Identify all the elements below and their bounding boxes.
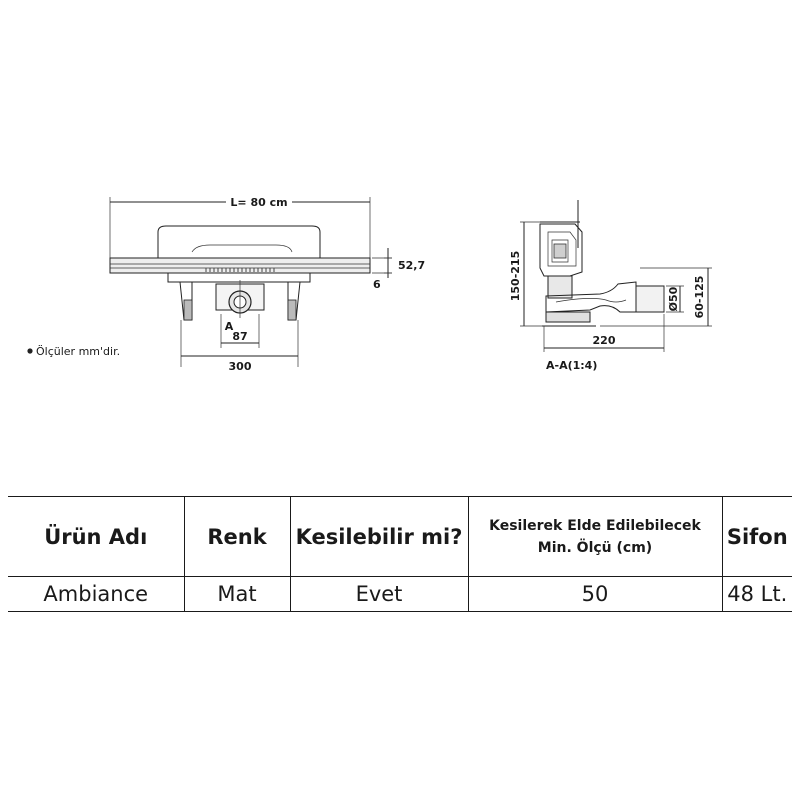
cell-cuttable: Evet — [290, 577, 468, 612]
cell-color: Mat — [184, 577, 290, 612]
front-view — [110, 195, 425, 373]
cell-min-size: 50 — [468, 577, 722, 612]
table-header-row — [8, 497, 792, 577]
cell-product-name: Ambiance — [8, 577, 184, 612]
width-87-label: 87 — [232, 330, 248, 343]
height-150-215-label: 150-215 — [509, 250, 522, 302]
width-300-label: 300 — [228, 360, 252, 373]
product-spec-table — [8, 496, 792, 612]
header-min-size-line1: Kesilerek Elde Edilebilecek — [489, 517, 701, 534]
section-marker: A — [224, 320, 234, 333]
table-row — [8, 577, 792, 612]
header-color: Renk — [184, 497, 290, 577]
section-title: A-A(1:4) — [546, 359, 598, 372]
header-min-size-line2: Min. Ölçü (cm) — [537, 539, 653, 556]
header-siphon: Sifon — [722, 497, 792, 577]
header-min-size — [468, 497, 722, 577]
height-52-label: 52,7 — [398, 259, 426, 272]
width-220-label: 220 — [592, 334, 616, 347]
height-60-125-label: 60-125 — [693, 275, 706, 319]
header-product-name: Ürün Adı — [8, 497, 184, 577]
units-note: Ölçüler mm'dir. — [36, 345, 121, 358]
bullet-icon — [27, 348, 32, 353]
cell-siphon: 48 Lt. — [722, 577, 792, 612]
height-6-label: 6 — [373, 278, 381, 291]
section-view — [509, 200, 712, 372]
header-cuttable: Kesilebilir mi? — [290, 497, 468, 577]
pipe-diameter-label: Ø50 — [667, 286, 680, 312]
length-dimension-label: L= 80 cm — [230, 196, 288, 209]
